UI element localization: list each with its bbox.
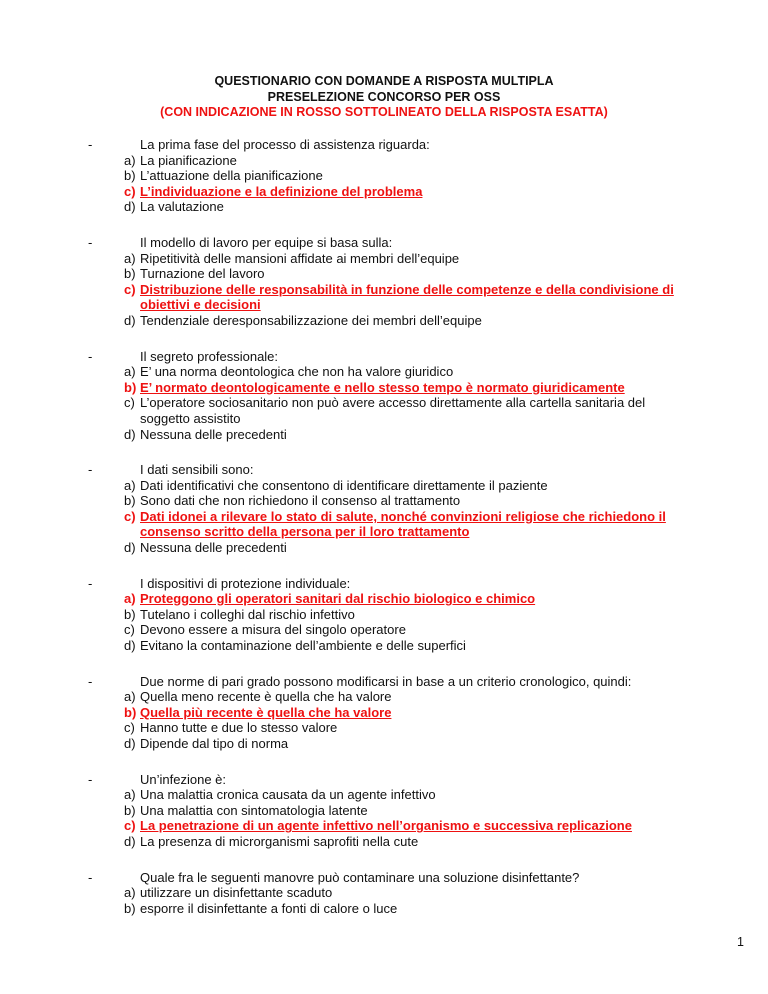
option-letter: b) bbox=[124, 704, 137, 720]
answer-option bbox=[124, 689, 688, 705]
option-letter: a) bbox=[124, 250, 136, 266]
option-text: L’operatore sociosanitario non può avere accesso direttamente alla cartella sanitaria del soggetto assistito bbox=[140, 395, 646, 426]
document-header bbox=[0, 74, 768, 121]
option-text: Ripetitività delle mansioni affidate ai membri dell’equipe bbox=[140, 250, 460, 266]
option-text: utilizzare un disinfettante scaduto bbox=[140, 885, 333, 901]
question-bullet: - bbox=[88, 137, 93, 152]
question-item bbox=[88, 349, 688, 443]
answer-options bbox=[124, 251, 688, 329]
correct-answer-option bbox=[124, 818, 688, 834]
option-text: La presenza di microrganismi saprofiti nella cute bbox=[140, 833, 419, 849]
question-bullet: - bbox=[88, 869, 93, 885]
answer-option bbox=[124, 478, 688, 494]
question-bullet: - bbox=[88, 462, 93, 478]
option-text: Distribuzione delle responsabilità in funzione delle competenze e della condivisione di obiettivi e decisioni bbox=[140, 281, 674, 313]
question-item bbox=[88, 462, 688, 556]
option-letter: c) bbox=[124, 281, 136, 297]
option-letter: c) bbox=[124, 395, 135, 411]
option-text: L’individuazione e la definizione del problema bbox=[140, 183, 423, 199]
option-letter: c) bbox=[124, 183, 136, 199]
answer-option bbox=[124, 607, 688, 623]
correct-answer-option bbox=[124, 705, 688, 721]
option-text: E’ normato deontologicamente e nello stesso tempo è normato giuridicamente bbox=[140, 379, 625, 395]
option-letter: a) bbox=[124, 787, 136, 803]
option-text: La pianificazione bbox=[140, 152, 237, 168]
option-text: Nessuna delle precedenti bbox=[140, 426, 287, 442]
answer-option bbox=[124, 395, 688, 426]
option-letter: c) bbox=[124, 818, 136, 834]
option-letter: b) bbox=[124, 606, 136, 622]
answer-options bbox=[124, 689, 688, 751]
answer-option bbox=[124, 736, 688, 752]
answer-options bbox=[124, 478, 688, 556]
page-number: 1 bbox=[737, 935, 744, 949]
option-letter: b) bbox=[124, 802, 136, 818]
question-item bbox=[88, 137, 688, 215]
correct-answer-option bbox=[124, 184, 688, 200]
question-bullet: - bbox=[88, 234, 93, 250]
option-text: L’attuazione della pianificazione bbox=[140, 168, 323, 184]
option-letter: d) bbox=[124, 540, 136, 556]
answer-options bbox=[124, 787, 688, 849]
option-letter: a) bbox=[124, 477, 136, 493]
answer-option bbox=[124, 493, 688, 509]
option-text: La penetrazione di un agente infettivo nell’organismo e successiva replicazione bbox=[140, 818, 632, 834]
option-text: Quella più recente è quella che ha valore bbox=[140, 704, 392, 720]
option-letter: a) bbox=[124, 689, 136, 705]
answer-option bbox=[124, 168, 688, 184]
option-letter: b) bbox=[124, 900, 136, 916]
header-title: QUESTIONARIO CON DOMANDE A RISPOSTA MULTIPLA bbox=[214, 74, 554, 88]
answer-option bbox=[124, 901, 688, 917]
header-note: (CON INDICAZIONE IN ROSSO SOTTOLINEATO DELLA RISPOSTA ESATTA) bbox=[160, 105, 608, 119]
question-text: Quale fra le seguenti manovre può contaminare una soluzione disinfettante? bbox=[140, 869, 580, 885]
option-text: Devono essere a misura del singolo operatore bbox=[140, 622, 406, 638]
option-letter: b) bbox=[124, 266, 136, 282]
question-bullet: - bbox=[88, 575, 93, 591]
answer-options bbox=[124, 591, 688, 653]
answer-option bbox=[124, 266, 688, 282]
answer-option bbox=[124, 834, 688, 850]
question-item bbox=[88, 870, 688, 917]
answer-option bbox=[124, 364, 688, 380]
option-text: Tutelano i colleghi dal rischio infettivo bbox=[140, 606, 355, 622]
question-text: Il modello di lavoro per equipe si basa sulla: bbox=[140, 234, 393, 250]
option-letter: a) bbox=[124, 364, 136, 380]
question-text: I dispositivi di protezione individuale: bbox=[140, 575, 351, 591]
option-text: Dati idonei a rilevare lo stato di salute, nonché convinzioni religiose che richiedono il consenso scritto della persona per il loro trattamento bbox=[140, 508, 666, 540]
option-letter: c) bbox=[124, 622, 135, 638]
answer-options bbox=[124, 885, 688, 916]
answer-option bbox=[124, 803, 688, 819]
option-letter: d) bbox=[124, 638, 136, 654]
answer-option bbox=[124, 638, 688, 654]
correct-answer-option bbox=[124, 380, 688, 396]
question-bullet: - bbox=[88, 771, 93, 787]
option-letter: d) bbox=[124, 199, 136, 215]
option-text: E’ una norma deontologica che non ha valore giuridico bbox=[140, 364, 454, 380]
question-bullet: - bbox=[88, 348, 93, 364]
answer-option bbox=[124, 427, 688, 443]
answer-options bbox=[124, 364, 688, 442]
option-text: Nessuna delle precedenti bbox=[140, 540, 287, 556]
question-list bbox=[88, 137, 688, 936]
question-text: Due norme di pari grado possono modificarsi in base a un criterio cronologico, quindi: bbox=[140, 673, 632, 689]
answer-option bbox=[124, 199, 688, 215]
option-text: Hanno tutte e due lo stesso valore bbox=[140, 720, 338, 736]
option-text: Sono dati che non richiedono il consenso al trattamento bbox=[140, 493, 461, 509]
question-text: I dati sensibili sono: bbox=[140, 462, 254, 478]
option-text: Evitano la contaminazione dell’ambiente e delle superfici bbox=[140, 638, 466, 654]
option-letter: d) bbox=[124, 426, 136, 442]
option-text: Dipende dal tipo di norma bbox=[140, 736, 289, 751]
option-letter: b) bbox=[124, 168, 136, 184]
option-letter: c) bbox=[124, 720, 135, 736]
option-text: esporre il disinfettante a fonti di calore o luce bbox=[140, 900, 398, 916]
option-letter: a) bbox=[124, 885, 136, 901]
option-text: Tendenziale deresponsabilizzazione dei membri dell’equipe bbox=[140, 312, 482, 328]
option-text: Una malattia con sintomatologia latente bbox=[140, 802, 368, 818]
option-text: La valutazione bbox=[140, 199, 224, 215]
option-text: Proteggono gli operatori sanitari dal rischio biologico e chimico bbox=[140, 591, 536, 607]
correct-answer-option bbox=[124, 591, 688, 607]
answer-option bbox=[124, 787, 688, 803]
question-item bbox=[88, 772, 688, 850]
option-letter: b) bbox=[124, 379, 137, 395]
answer-option bbox=[124, 313, 688, 329]
option-text: Una malattia cronica causata da un agente infettivo bbox=[140, 787, 436, 803]
correct-answer-option bbox=[124, 282, 688, 313]
question-text: La prima fase del processo di assistenza riguarda: bbox=[140, 137, 430, 152]
answer-option bbox=[124, 885, 688, 901]
answer-option bbox=[124, 540, 688, 556]
option-letter: d) bbox=[124, 312, 136, 328]
answer-option bbox=[124, 622, 688, 638]
option-letter: b) bbox=[124, 493, 136, 509]
option-text: Dati identificativi che consentono di identificare direttamente il paziente bbox=[140, 477, 548, 493]
option-text: Quella meno recente è quella che ha valore bbox=[140, 689, 392, 705]
question-text: Il segreto professionale: bbox=[140, 348, 279, 364]
option-letter: a) bbox=[124, 591, 136, 607]
option-letter: c) bbox=[124, 508, 136, 524]
question-item bbox=[88, 674, 688, 752]
option-letter: d) bbox=[124, 736, 136, 751]
answer-options bbox=[124, 153, 688, 215]
option-letter: a) bbox=[124, 152, 136, 168]
answer-option bbox=[124, 153, 688, 169]
answer-option bbox=[124, 720, 688, 736]
answer-option bbox=[124, 251, 688, 267]
question-text: Un’infezione è: bbox=[140, 771, 226, 787]
question-bullet: - bbox=[88, 673, 93, 689]
option-text: Turnazione del lavoro bbox=[140, 266, 265, 282]
question-item bbox=[88, 235, 688, 329]
option-letter: d) bbox=[124, 833, 136, 849]
question-item bbox=[88, 576, 688, 654]
correct-answer-option bbox=[124, 509, 688, 540]
header-subtitle: PRESELEZIONE CONCORSO PER OSS bbox=[267, 89, 501, 104]
